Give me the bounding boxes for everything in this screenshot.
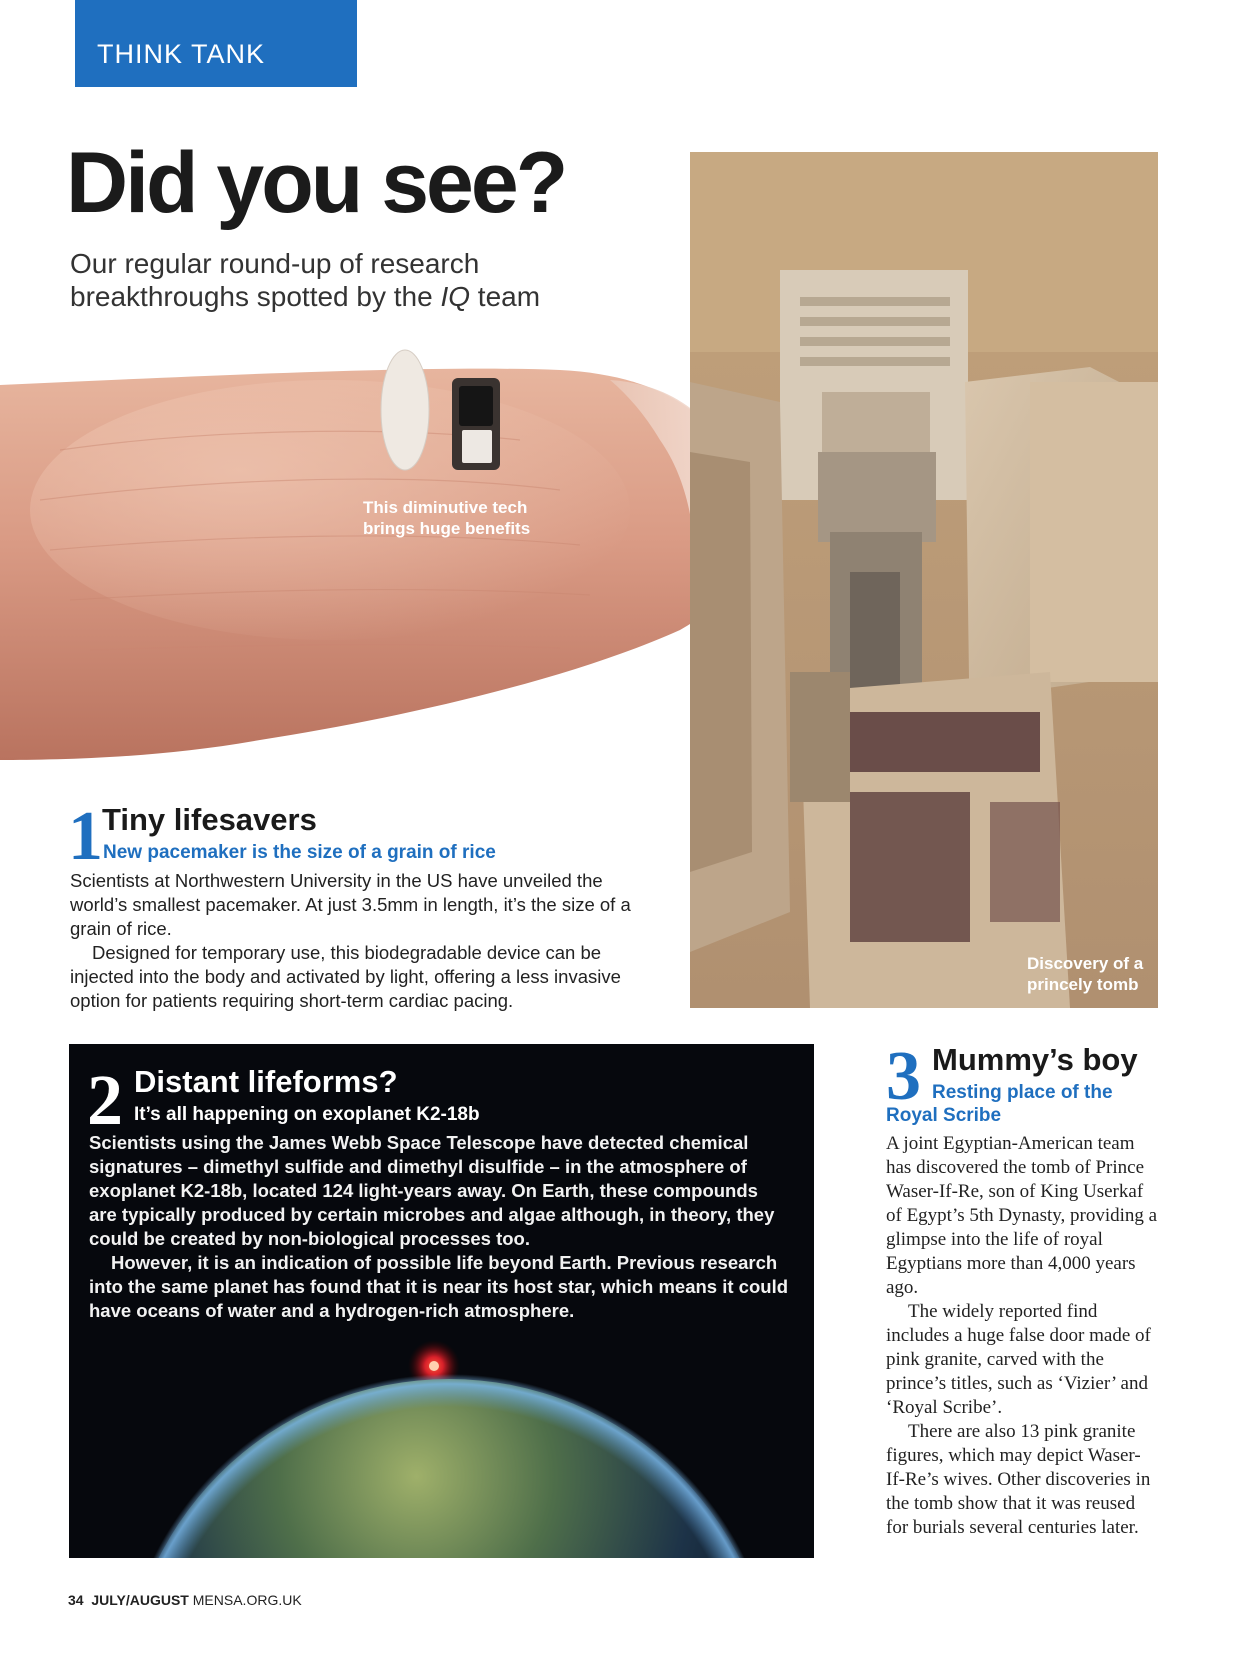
pacemaker-photo: [0, 330, 760, 810]
story-1-number: 1: [68, 798, 103, 875]
story-2-title: Distant lifeforms?: [134, 1064, 398, 1099]
pacemaker-caption: This diminutive tech brings huge benefits: [363, 498, 531, 538]
story-1-paragraph: Scientists at Northwestern University in the US have unveiled the world’s smallest pacemaker. At just 3.5mm in length, it’s the size of a grain of rice.: [70, 870, 631, 939]
story-1-paragraph: Designed for temporary use, this biodegradable device can be injected into the body and activated by light, offering a less invasive option for patients requiring short-term cardiac pacing.: [70, 942, 621, 1011]
story-1-title: Tiny lifesavers: [102, 802, 317, 837]
page-number: 34: [68, 1592, 84, 1608]
story-3-number: 3: [886, 1038, 921, 1115]
story-2-subtitle: It’s all happening on exoplanet K2-18b: [134, 1104, 480, 1125]
story-2-panel: [69, 1044, 814, 1558]
story-3-title: Mummy’s boy: [932, 1042, 1138, 1077]
story-2-paragraph: However, it is an indication of possible life beyond Earth. Previous research into the same planet has found that it is near its host star, which means it could have oceans of water and a hydrogen-rich atmosphere.: [89, 1252, 789, 1321]
story-1-body: [70, 869, 645, 1013]
story-3-body: [886, 1132, 1158, 1540]
story-3-subtitle: Resting place of the Royal Scribe: [886, 1082, 1113, 1126]
standfirst-text: Our regular round-up of research breakthroughs spotted by the: [70, 248, 480, 312]
standfirst-text-end: team: [470, 281, 541, 312]
story-2-paragraph: Scientists using the James Webb Space Telescope have detected chemical signatures – dimethyl sulfide and dimethyl disulfide – in the atmosphere of exoplanet K2-18b, located 124 light-years away. On Earth, these compounds are typically produced by certain microbes and algae although, in theory, they could be created by non-biological processes too.: [89, 1132, 775, 1249]
issue-label: JULY/AUGUST: [91, 1592, 189, 1608]
section-tag-label: THINK TANK: [97, 39, 266, 69]
section-tag: [75, 0, 357, 87]
story-2-number: 2: [87, 1060, 123, 1140]
standfirst-italic: IQ: [440, 281, 471, 312]
story-1-subtitle: New pacemaker is the size of a grain of rice: [103, 842, 496, 863]
page-title: Did you see?: [66, 135, 566, 231]
tomb-caption: Discovery of a princely tomb: [1027, 954, 1144, 994]
tomb-photo: [690, 152, 1158, 1008]
story-3-paragraph: The widely reported find includes a huge false door made of pink granite, carved with the prince’s titles, such as ‘Vizier’ and ‘Royal Scribe’.: [886, 1301, 1151, 1418]
story-3-paragraph: A joint Egyptian-American team has discovered the tomb of Prince Waser-If-Re, son of King Userkaf of Egypt’s 5th Dynasty, providing a glimpse into the life of royal Egyptians more than 4,000 years ago.: [886, 1133, 1158, 1298]
story-2-body: [89, 1131, 789, 1323]
page-footer: [68, 1592, 302, 1608]
site-url: MENSA.ORG.UK: [192, 1592, 302, 1608]
story-3-paragraph: There are also 13 pink granite figures, which may depict Waser-If-Re’s wives. Other discoveries in the tomb show that it was reused for burials several centuries later.: [886, 1421, 1151, 1538]
standfirst: [70, 247, 590, 313]
